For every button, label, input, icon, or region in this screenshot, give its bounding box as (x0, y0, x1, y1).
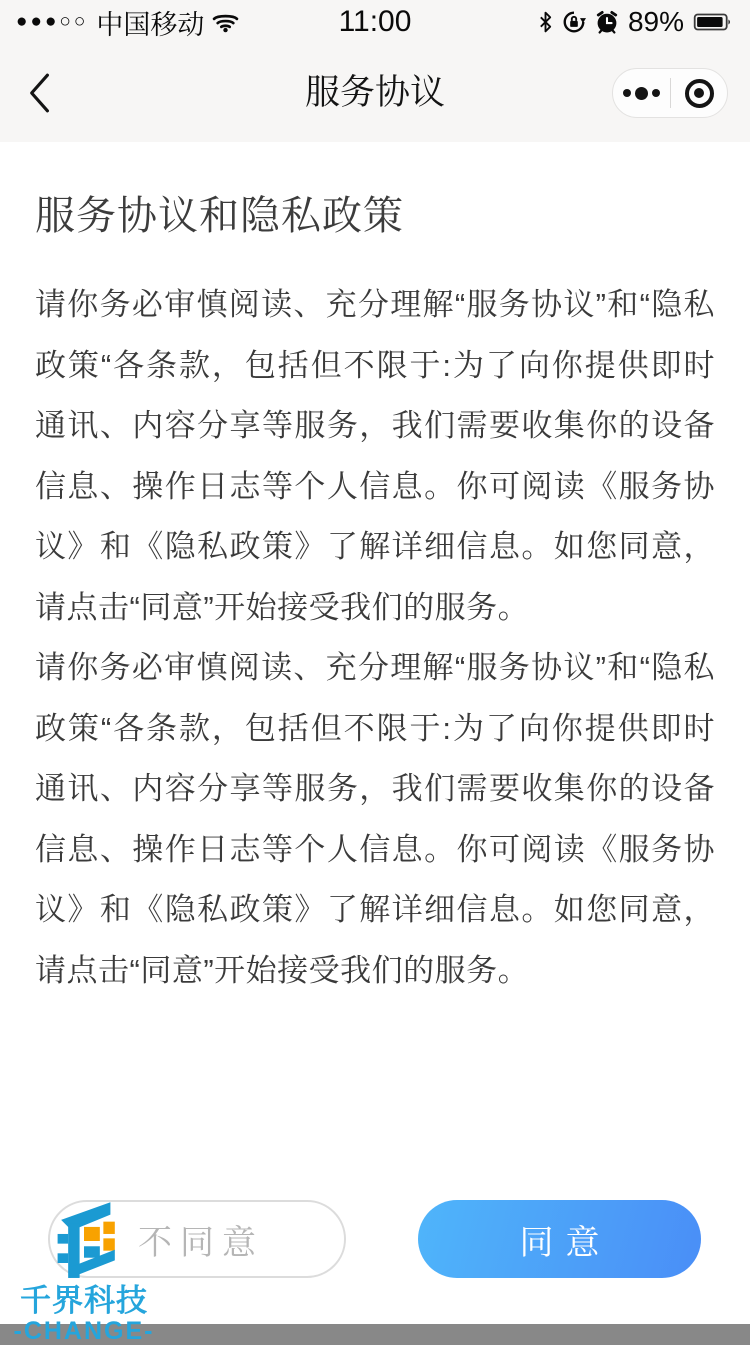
more-dot-icon (652, 89, 660, 97)
battery-percent-label: 89% (627, 6, 684, 37)
more-dot-icon (635, 87, 648, 100)
agree-button[interactable]: 同意 (418, 1200, 701, 1278)
exit-dot-icon (694, 88, 704, 98)
cell-signal-icon: ●●●○○ (16, 11, 89, 32)
agreement-paragraph: 请你务必审慎阅读、充分理解“服务协议”和“隐私政策“各条款，包括但不限于:为了向你提供即时通讯、内容分享等服务，我们需要收集你的设备信息、操作日志等个人信息。你可阅读《服务协议》和《隐私政策》了解详细信息。如您同意，请点击“同意”开始接受我们的服务。 (35, 287, 715, 625)
disagree-button[interactable]: 不同意 (48, 1200, 346, 1278)
miniprogram-capsule (612, 68, 728, 118)
agreement-paragraph: 请你务必审慎阅读、充分理解“服务协议”和“隐私政策“各条款，包括但不限于:为了向你提供即时通讯、内容分享等服务，我们需要收集你的设备信息、操作日志等个人信息。你可阅读《服务协议》和《隐私政策》了解详细信息。如您同意，请点击“同意”开始接受我们的服务。 (35, 650, 715, 988)
status-bar (0, 0, 750, 44)
more-dot-icon (623, 89, 631, 97)
agreement-heading: 服务协议和隐私政策 (35, 194, 404, 238)
exit-circle-icon (685, 79, 714, 108)
agreement-content (0, 142, 750, 1001)
more-options-button[interactable] (613, 69, 670, 117)
clock-time: 11:00 (338, 5, 412, 38)
exit-miniprogram-button[interactable] (671, 69, 727, 117)
brand-tagline-label: -CHANGE- (13, 1317, 155, 1345)
brand-name-label: 千界科技 (20, 1283, 148, 1318)
carrier-label: 中国移动 (96, 9, 205, 40)
page-title: 服务协议 (304, 73, 445, 112)
nav-bar (0, 44, 750, 142)
